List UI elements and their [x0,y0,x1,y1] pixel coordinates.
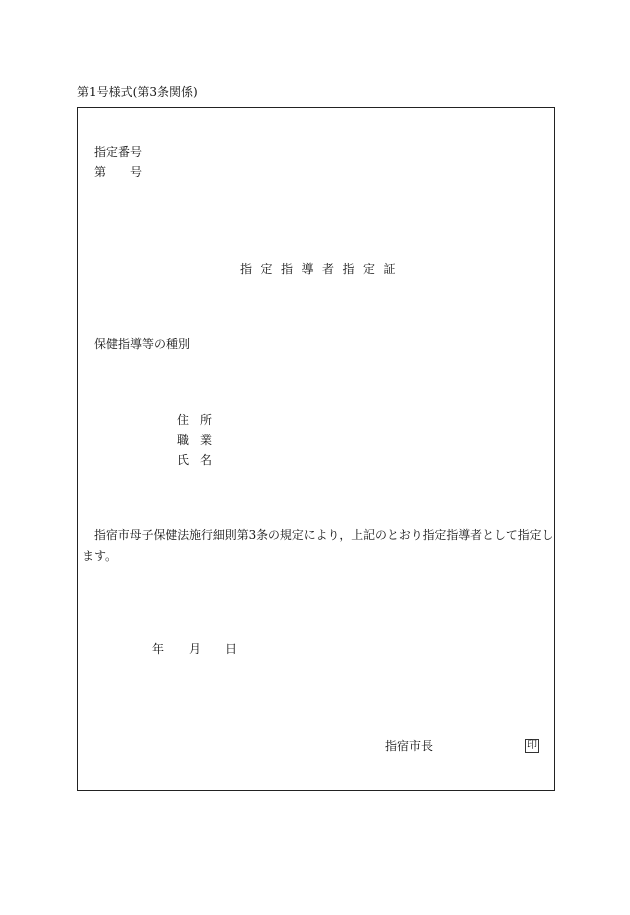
name-label-2: 名 [200,453,213,467]
seal-mark: 印 [527,740,537,751]
certificate-title-char: 定 [260,262,273,276]
certificate-frame [77,107,555,791]
occupation-label-2: 業 [200,433,213,447]
certificate-title-char: 指 [240,262,253,276]
certificate-title-char: 導 [301,262,314,276]
address-label-1: 住 [177,413,190,427]
body-text-line-2: ます。 [82,549,118,563]
form-number-label: 第1号様式(第3条関係) [77,85,198,99]
designation-number-go: 号 [130,165,143,179]
date-month: 月 [189,642,202,656]
date-day: 日 [225,642,238,656]
date-year: 年 [152,642,165,656]
issuer-label: 指宿市長 [385,739,434,753]
certificate-title-char: 指 [342,262,355,276]
body-text-line-1: 指宿市母子保健法施行細則第3条の規定により，上記のとおり指定指導者として指定し [94,528,554,542]
guidance-type-label: 保健指導等の種別 [94,337,191,351]
certificate-title-char: 証 [383,262,396,276]
designation-number-label: 指定番号 [94,145,143,159]
certificate-title-char: 定 [363,262,376,276]
name-label-1: 氏 [177,453,190,467]
occupation-label-1: 職 [177,433,190,447]
address-label-2: 所 [200,413,213,427]
certificate-title-char: 指 [281,262,294,276]
certificate-title-char: 者 [322,262,335,276]
designation-number-dai: 第 [94,165,107,179]
